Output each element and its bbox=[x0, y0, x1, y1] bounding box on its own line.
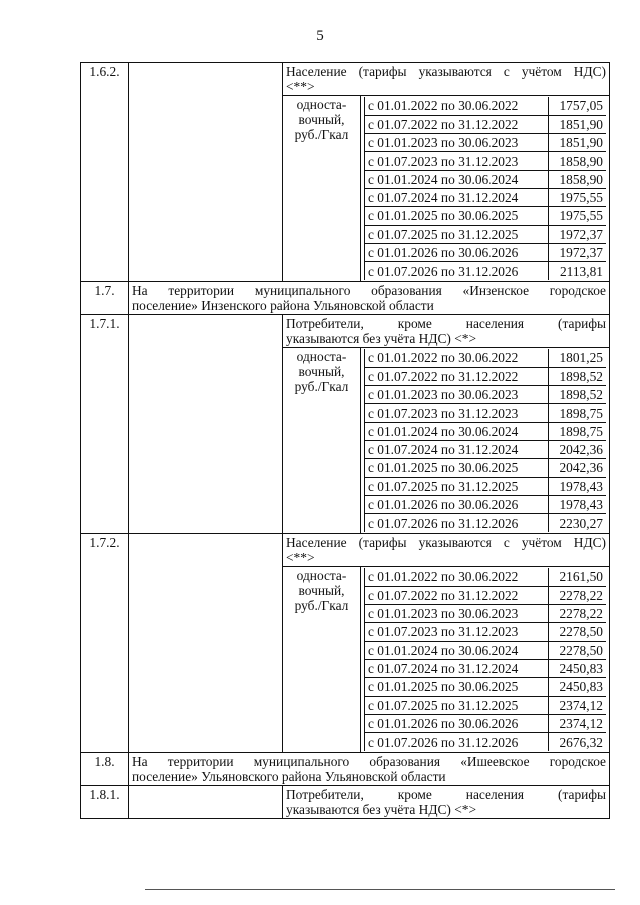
period-row bbox=[365, 404, 607, 422]
period-label: с 01.01.2022 по 30.06.2022 bbox=[365, 97, 549, 115]
tariff-value: 2676,32 bbox=[549, 733, 607, 751]
period-label: с 01.07.2022 по 31.12.2022 bbox=[365, 115, 549, 133]
tariff-value: 2113,81 bbox=[549, 262, 607, 280]
period-row bbox=[365, 678, 607, 696]
tariff-value: 2278,22 bbox=[549, 586, 607, 604]
tariff-value: 2278,50 bbox=[549, 641, 607, 659]
period-row bbox=[365, 207, 607, 225]
table-row bbox=[81, 533, 610, 566]
description-line: указываются без учёта НДС) <*> bbox=[286, 801, 477, 817]
row-number: 1.7. bbox=[81, 281, 129, 314]
section-row bbox=[81, 752, 610, 785]
period-label: с 01.07.2024 по 31.12.2024 bbox=[365, 188, 549, 206]
period-row bbox=[365, 422, 607, 440]
period-row bbox=[365, 262, 607, 280]
tariff-value: 1972,37 bbox=[549, 243, 607, 261]
period-row bbox=[365, 115, 607, 133]
period-row bbox=[365, 477, 607, 495]
period-label: с 01.07.2023 по 31.12.2023 bbox=[365, 404, 549, 422]
tariff-value: 1972,37 bbox=[549, 225, 607, 243]
period-label: с 01.07.2024 по 31.12.2024 bbox=[365, 440, 549, 458]
section-line: На территории муниципального образования «Инзенское городское bbox=[132, 282, 606, 298]
unit-cell bbox=[283, 566, 361, 752]
unit-line: вочный, bbox=[298, 112, 345, 127]
period-label: с 01.07.2023 по 31.12.2023 bbox=[365, 623, 549, 641]
period-row bbox=[365, 367, 607, 385]
period-label: с 01.01.2025 по 30.06.2025 bbox=[365, 207, 549, 225]
period-row bbox=[365, 349, 607, 367]
period-row bbox=[365, 495, 607, 513]
period-label: с 01.01.2026 по 30.06.2026 bbox=[365, 495, 549, 513]
period-label: с 01.07.2025 по 31.12.2025 bbox=[365, 225, 549, 243]
period-row bbox=[365, 568, 607, 586]
tariff-value: 2374,12 bbox=[549, 696, 607, 714]
description-line: Потребители, кроме населения (тарифы bbox=[286, 786, 606, 802]
tariff-value: 2042,36 bbox=[549, 440, 607, 458]
section-line: На территории муниципального образования «Ишеевское городское bbox=[132, 753, 606, 769]
period-label: с 01.01.2024 по 30.06.2024 bbox=[365, 422, 549, 440]
period-label: с 01.07.2024 по 31.12.2024 bbox=[365, 659, 549, 677]
period-row bbox=[365, 459, 607, 477]
period-table bbox=[364, 349, 606, 532]
description-line: указываются без учёта НДС) <*> bbox=[286, 330, 477, 346]
unit-line: вочный, bbox=[298, 582, 345, 598]
section-line: поселение» Инзенского района Ульяновской области bbox=[132, 297, 434, 313]
period-label: с 01.07.2025 по 31.12.2025 bbox=[365, 477, 549, 495]
blank-cell bbox=[129, 314, 283, 533]
period-label: с 01.07.2026 по 31.12.2026 bbox=[365, 514, 549, 532]
period-row bbox=[365, 152, 607, 170]
page-number: 5 bbox=[316, 28, 324, 44]
description-line: <**> bbox=[286, 79, 315, 94]
tariff-table bbox=[80, 62, 610, 819]
table-row bbox=[81, 785, 610, 818]
period-label: с 01.07.2022 по 31.12.2022 bbox=[365, 586, 549, 604]
period-table bbox=[364, 568, 606, 751]
row-description bbox=[283, 785, 610, 818]
unit-line: односта- bbox=[296, 348, 347, 364]
unit-line: руб./Гкал bbox=[294, 378, 349, 394]
period-row bbox=[365, 605, 607, 623]
tariff-value: 1851,90 bbox=[549, 134, 607, 152]
row-number: 1.7.1. bbox=[81, 314, 129, 533]
period-label: с 01.07.2022 по 31.12.2022 bbox=[365, 367, 549, 385]
tariff-value: 2278,22 bbox=[549, 605, 607, 623]
row-number: 1.6.2. bbox=[81, 63, 129, 282]
period-label: с 01.01.2026 по 30.06.2026 bbox=[365, 714, 549, 732]
tariff-value: 1851,90 bbox=[549, 115, 607, 133]
periods-cell bbox=[361, 566, 610, 752]
tariff-value: 2230,27 bbox=[549, 514, 607, 532]
period-row bbox=[365, 641, 607, 659]
row-number: 1.8.1. bbox=[81, 785, 129, 818]
section-title bbox=[129, 281, 610, 314]
tariff-value: 1898,52 bbox=[549, 386, 607, 404]
table-row bbox=[81, 63, 610, 96]
tariff-value: 2374,12 bbox=[549, 714, 607, 732]
tariff-value: 1801,25 bbox=[549, 349, 607, 367]
unit-line: руб./Гкал bbox=[294, 597, 349, 613]
row-description bbox=[283, 533, 610, 566]
section-title bbox=[129, 752, 610, 785]
blank-cell bbox=[129, 63, 283, 282]
period-label: с 01.01.2023 по 30.06.2023 bbox=[365, 605, 549, 623]
period-row bbox=[365, 134, 607, 152]
period-row bbox=[365, 440, 607, 458]
tariff-value: 1975,55 bbox=[549, 207, 607, 225]
period-row bbox=[365, 386, 607, 404]
period-row bbox=[365, 623, 607, 641]
period-label: с 01.01.2025 по 30.06.2025 bbox=[365, 459, 549, 477]
period-label: с 01.01.2023 по 30.06.2023 bbox=[365, 386, 549, 404]
period-label: с 01.01.2025 по 30.06.2025 bbox=[365, 678, 549, 696]
row-description bbox=[283, 314, 610, 347]
period-label: с 01.07.2026 по 31.12.2026 bbox=[365, 733, 549, 751]
tariff-value: 1898,52 bbox=[549, 367, 607, 385]
tariff-value: 1898,75 bbox=[549, 404, 607, 422]
description-line: Население (тарифы указываются с учётом НДС) bbox=[286, 64, 606, 79]
tariff-value: 1858,90 bbox=[549, 152, 607, 170]
description-line: Потребители, кроме населения (тарифы bbox=[286, 315, 606, 331]
tariff-value: 2450,83 bbox=[549, 678, 607, 696]
footer-divider bbox=[145, 889, 615, 890]
blank-cell bbox=[129, 533, 283, 752]
tariff-value: 2042,36 bbox=[549, 459, 607, 477]
unit-line: односта- bbox=[296, 567, 347, 583]
unit-cell bbox=[283, 347, 361, 533]
description-line: <**> bbox=[286, 549, 315, 565]
period-label: с 01.01.2026 по 30.06.2026 bbox=[365, 243, 549, 261]
table-row bbox=[81, 314, 610, 347]
period-row bbox=[365, 225, 607, 243]
tariff-value: 2278,50 bbox=[549, 623, 607, 641]
tariff-value: 1858,90 bbox=[549, 170, 607, 188]
period-row bbox=[365, 170, 607, 188]
periods-cell bbox=[361, 96, 610, 282]
tariff-value: 1978,43 bbox=[549, 477, 607, 495]
tariff-value: 2161,50 bbox=[549, 568, 607, 586]
period-table bbox=[364, 97, 606, 280]
period-label: с 01.01.2024 по 30.06.2024 bbox=[365, 641, 549, 659]
period-row bbox=[365, 243, 607, 261]
period-row bbox=[365, 97, 607, 115]
period-label: с 01.01.2022 по 30.06.2022 bbox=[365, 349, 549, 367]
tariff-value: 1975,55 bbox=[549, 188, 607, 206]
period-label: с 01.07.2023 по 31.12.2023 bbox=[365, 152, 549, 170]
tariff-value: 1757,05 bbox=[549, 97, 607, 115]
row-number: 1.8. bbox=[81, 752, 129, 785]
unit-line: руб./Гкал bbox=[294, 127, 349, 142]
period-row bbox=[365, 714, 607, 732]
tariff-value: 1978,43 bbox=[549, 495, 607, 513]
section-line: поселение» Ульяновского района Ульяновской области bbox=[132, 768, 446, 784]
period-row bbox=[365, 733, 607, 751]
period-row bbox=[365, 514, 607, 532]
unit-cell bbox=[283, 96, 361, 282]
row-number: 1.7.2. bbox=[81, 533, 129, 752]
periods-cell bbox=[361, 347, 610, 533]
period-label: с 01.07.2025 по 31.12.2025 bbox=[365, 696, 549, 714]
unit-line: односта- bbox=[296, 97, 347, 112]
unit-line: вочный, bbox=[298, 363, 345, 379]
tariff-value: 2450,83 bbox=[549, 659, 607, 677]
blank-cell bbox=[129, 785, 283, 818]
row-description bbox=[283, 63, 610, 96]
period-row bbox=[365, 188, 607, 206]
tariff-value: 1898,75 bbox=[549, 422, 607, 440]
period-label: с 01.07.2026 по 31.12.2026 bbox=[365, 262, 549, 280]
description-line: Население (тарифы указываются с учётом НДС) bbox=[286, 534, 606, 550]
period-row bbox=[365, 696, 607, 714]
period-row bbox=[365, 659, 607, 677]
period-label: с 01.01.2023 по 30.06.2023 bbox=[365, 134, 549, 152]
period-row bbox=[365, 586, 607, 604]
period-label: с 01.01.2024 по 30.06.2024 bbox=[365, 170, 549, 188]
section-row bbox=[81, 281, 610, 314]
period-label: с 01.01.2022 по 30.06.2022 bbox=[365, 568, 549, 586]
